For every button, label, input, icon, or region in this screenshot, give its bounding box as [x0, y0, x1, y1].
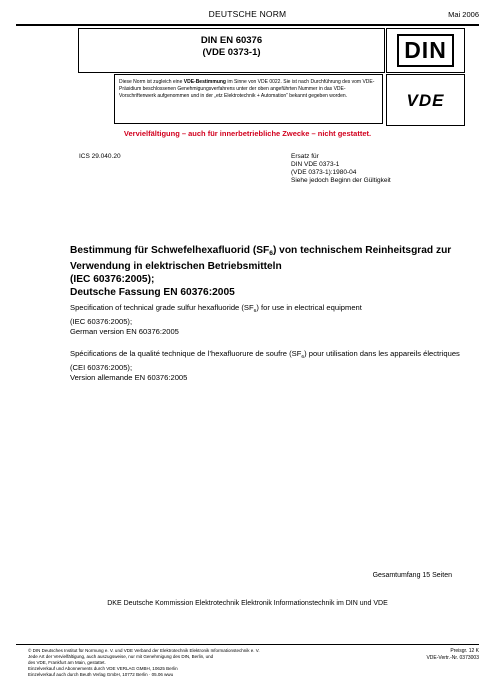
french-title-subscript: 6	[301, 355, 305, 360]
english-title-version: German version EN 60376:2005	[70, 327, 179, 336]
price-info	[426, 648, 479, 661]
english-title-iec: (IEC 60376:2005);	[70, 317, 133, 326]
footer-line-1: © DIN Deutsches Institut für Normung e. V. und VDE Verband der Elektrotechnik Elektronik Informationstechnik e. V.	[28, 648, 260, 653]
english-title-subscript: 6	[253, 309, 257, 314]
din-logo-text: DIN	[404, 37, 447, 63]
order-number: VDE-Vertr.-Nr. 0373003	[426, 654, 479, 661]
german-title-version: Deutsche Fassung EN 60376:2005	[70, 287, 235, 298]
vde-note-bold: VDE-Bestimmung	[183, 79, 226, 85]
replacement-line-4: Siehe jedoch Beginn der Gültigkeit	[291, 177, 391, 184]
din-logo-box	[386, 28, 465, 73]
french-title-cei: (CEI 60376:2005);	[70, 363, 133, 372]
replacement-line-3: (VDE 0373-1):1980-04	[291, 169, 357, 176]
french-title-part-2: ) pour utilisation dans les appareils électriques	[304, 349, 460, 358]
vde-note-text-start: Diese Norm ist zugleich eine	[119, 79, 184, 85]
committee-name: DKE Deutsche Kommission Elektrotechnik Elektronik Informationstechnik im DIN und VDE	[107, 600, 388, 607]
replacement-line-2: DIN VDE 0373-1	[291, 161, 340, 168]
german-title-iec: (IEC 60376:2005);	[70, 274, 155, 285]
french-title-part-1: Spécifications de la qualité technique de l’hexafluorure de soufre (SF	[70, 349, 302, 358]
footer-line-4: Einzelverkauf und Abonnements durch VDE VERLAG GMBH, 10625 Berlin	[28, 666, 178, 671]
footer-line-3: des VDE, Frankfurt am Main, gestattet.	[28, 660, 106, 665]
german-title-subscript: 6	[269, 250, 273, 257]
french-title	[70, 349, 470, 383]
footer-divider	[16, 644, 479, 645]
german-title-part-2: ) von technischem Reinheitsgrad zur Verwendung in elektrischen Betriebsmitteln	[70, 245, 452, 272]
english-title-part-2: ) for use in electrical equipment	[256, 303, 362, 312]
standard-number-box	[78, 28, 385, 73]
standard-number: DIN EN 60376	[200, 35, 263, 46]
vde-note-text-end: im Sinne von VDE 0022. Sie ist nach Durchführung des vom VDE-Präsidium beschlossenen Genehmigungsverfahrens unter der oben angeführten Nummer in das VDE-Vorschriftenwerk aufgenommen und in der „etz Elektrotechnik + Automation“ bekannt gegeben worden.	[119, 79, 375, 99]
vde-logo: VDE	[406, 91, 445, 110]
english-title-part-1: Specification of technical grade sulfur hexafluoride (SF	[70, 303, 254, 312]
vde-note-box	[114, 74, 383, 124]
copy-warning: Vervielfältigung – auch für innerbetriebliche Zwecke – nicht gestattet.	[123, 129, 372, 138]
replacement-line-1: Ersatz für	[291, 153, 319, 160]
din-logo	[397, 34, 454, 67]
german-title	[70, 244, 470, 299]
page-count: Gesamtumfang 15 Seiten	[372, 572, 452, 579]
copyright-footer	[28, 648, 378, 678]
vde-logo-box	[386, 74, 465, 126]
french-title-version: Version allemande EN 60376:2005	[70, 373, 188, 382]
ics-code: ICS 29.040.20	[79, 153, 121, 160]
footer-line-5: Einzelverkauf auch durch Beuth Verlag GmbH, 10772 Berlin · 05.06 wwu	[28, 672, 174, 677]
german-title-part-1: Bestimmung für Schwefelhexafluorid (SF	[70, 245, 270, 256]
replacement-info	[291, 153, 391, 185]
english-title	[70, 303, 470, 337]
vde-classification: (VDE 0373-1)	[202, 47, 261, 58]
document-type-label: DEUTSCHE NORM	[208, 9, 287, 19]
header-divider	[16, 24, 479, 26]
price-group: Preisgr. 12 K	[450, 648, 479, 654]
publication-date: Mai 2006	[448, 10, 479, 19]
footer-line-2: Jede Art der Vervielfältigung, auch auszugsweise, nur mit Genehmigung des DIN, Berlin, und	[28, 654, 214, 659]
